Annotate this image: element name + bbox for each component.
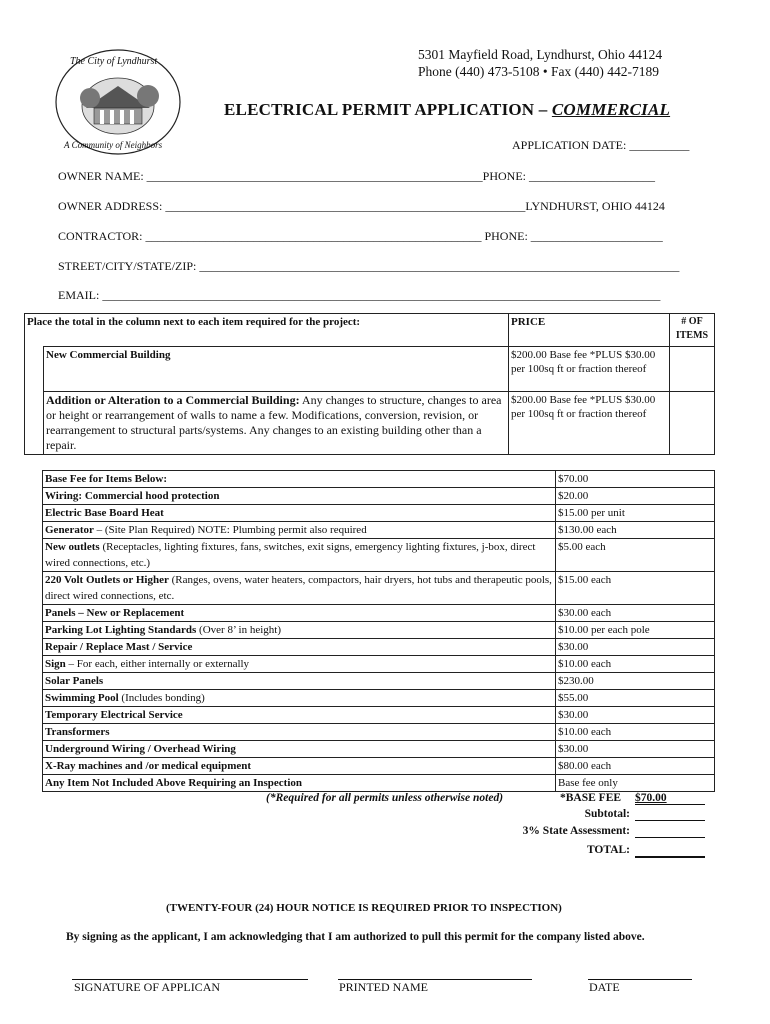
item-price: $70.00 bbox=[556, 471, 715, 488]
item-name: Temporary Electrical Service bbox=[45, 709, 183, 721]
table-row bbox=[43, 656, 715, 673]
header-price: PRICE bbox=[509, 314, 670, 347]
qty-new-building[interactable] bbox=[670, 347, 715, 392]
street-city-state-zip-field[interactable]: STREET/CITY/STATE/ZIP: ________________________________________________________________________________ bbox=[58, 259, 680, 273]
item-description bbox=[43, 505, 556, 522]
base-fee-value: $70.00 bbox=[635, 792, 705, 805]
page-title bbox=[224, 100, 670, 120]
item-price: $20.00 bbox=[556, 488, 715, 505]
state-assessment-line[interactable] bbox=[635, 837, 705, 838]
item-description bbox=[43, 639, 556, 656]
item-description bbox=[43, 572, 556, 605]
item-detail: (Ranges, ovens, water heaters, compactors, hair dryers, hot tubs and therapeutic pools, direct wired connections, etc. bbox=[45, 574, 552, 602]
inspection-notice: (TWENTY-FOUR (24) HOUR NOTICE IS REQUIRED PRIOR TO INSPECTION) bbox=[166, 902, 562, 914]
item-detail: (Receptacles, lighting fixtures, fans, switches, exit signs, emergency lighting fixtures, j-box, direct wired connections, etc.) bbox=[45, 541, 536, 569]
item-price: $10.00 per each pole bbox=[556, 622, 715, 639]
item-name: Generator bbox=[45, 524, 94, 536]
table-row bbox=[43, 673, 715, 690]
svg-text:The City of Lyndhurst: The City of Lyndhurst bbox=[70, 56, 158, 67]
item-name: Swimming Pool bbox=[45, 692, 119, 704]
item-description bbox=[43, 605, 556, 622]
item-price: $15.00 each bbox=[556, 572, 715, 605]
qty-addition[interactable] bbox=[670, 392, 715, 455]
acknowledgement-text: By signing as the applicant, I am acknowledging that I am authorized to pull this permit for the company listed above. bbox=[66, 931, 645, 943]
item-name: Base Fee for Items Below: bbox=[45, 473, 167, 485]
owner-address-field[interactable]: OWNER ADDRESS: ____________________________________________________________LYNDHURST, OHIO 44124 bbox=[58, 199, 665, 213]
table-row bbox=[43, 741, 715, 758]
table-row bbox=[43, 605, 715, 622]
item-name: Solar Panels bbox=[45, 675, 104, 687]
header-item: Place the total in the column next to each item required for the project: bbox=[25, 314, 509, 347]
item-price: $230.00 bbox=[556, 673, 715, 690]
table-row bbox=[43, 505, 715, 522]
item-name: Panels – New or Replacement bbox=[45, 607, 185, 619]
item-price: $5.00 each bbox=[556, 539, 715, 572]
subtotal-label: Subtotal: bbox=[584, 808, 630, 820]
application-date-field[interactable]: APPLICATION DATE: __________ bbox=[512, 138, 690, 152]
item-name: Underground Wiring / Overhead Wiring bbox=[45, 743, 236, 755]
item-price: $30.00 bbox=[556, 639, 715, 656]
table-row bbox=[25, 392, 715, 455]
item-name: Repair / Replace Mast / Service bbox=[45, 641, 193, 653]
item-name: Transformers bbox=[45, 726, 110, 738]
item-price: $30.00 each bbox=[556, 605, 715, 622]
addition-desc: Any changes to structure, changes to area or height or rearrangement of walls to name a few. Modifications, conversion, revision, or rearrangement to structural parts/systems. Any changes to an existing building other than a repair. bbox=[46, 393, 502, 452]
total-line[interactable] bbox=[635, 856, 705, 858]
city-address bbox=[418, 46, 662, 80]
item-price: $130.00 each bbox=[556, 522, 715, 539]
table-row bbox=[43, 690, 715, 707]
row-addition-alteration bbox=[44, 392, 509, 455]
item-price: $15.00 per unit bbox=[556, 505, 715, 522]
table-row bbox=[43, 471, 715, 488]
item-price: $10.00 each bbox=[556, 724, 715, 741]
table-header-row bbox=[25, 314, 715, 347]
table-row bbox=[43, 639, 715, 656]
item-detail: (Over 8’ in height) bbox=[196, 624, 282, 636]
address-line-1: 5301 Mayfield Road, Lyndhurst, Ohio 44124 bbox=[418, 47, 663, 62]
item-name: Sign bbox=[45, 658, 66, 670]
subtotal-line[interactable] bbox=[635, 820, 705, 821]
item-description bbox=[43, 724, 556, 741]
item-name: Parking Lot Lighting Standards bbox=[45, 624, 197, 636]
printed-name-label: PRINTED NAME bbox=[339, 980, 428, 994]
date-label: DATE bbox=[589, 980, 620, 994]
item-price: Base fee only bbox=[556, 775, 715, 792]
row-new-building: New Commercial Building bbox=[44, 347, 509, 392]
required-note: (*Required for all permits unless otherwise noted) bbox=[266, 792, 504, 804]
items-table bbox=[42, 470, 715, 792]
table-row bbox=[43, 539, 715, 572]
item-description bbox=[43, 539, 556, 572]
table-row bbox=[43, 622, 715, 639]
item-price: $30.00 bbox=[556, 707, 715, 724]
item-price: $80.00 each bbox=[556, 758, 715, 775]
address-line-2: Phone (440) 473-5108 • Fax (440) 442-7189 bbox=[418, 64, 659, 79]
item-description bbox=[43, 673, 556, 690]
item-description bbox=[43, 471, 556, 488]
item-detail: (Includes bonding) bbox=[118, 692, 205, 704]
item-description bbox=[43, 522, 556, 539]
title-main: ELECTRICAL PERMIT APPLICATION – bbox=[224, 100, 552, 119]
item-description bbox=[43, 690, 556, 707]
item-detail: – For each, either internally or externally bbox=[65, 658, 250, 670]
item-name: Wiring: Commercial hood protection bbox=[45, 490, 220, 502]
indent-cell bbox=[25, 392, 44, 455]
table-row bbox=[43, 522, 715, 539]
header-qty: # OF ITEMS bbox=[670, 314, 715, 347]
item-price: $10.00 each bbox=[556, 656, 715, 673]
item-description bbox=[43, 656, 556, 673]
item-description bbox=[43, 775, 556, 792]
addition-bold: Addition or Alteration to a Commercial Building: bbox=[46, 393, 300, 407]
owner-name-field[interactable]: OWNER NAME: ________________________________________________________PHONE: _____________________ bbox=[58, 169, 655, 183]
contractor-field[interactable]: CONTRACTOR: ________________________________________________________ PHONE: ______________________ bbox=[58, 229, 663, 243]
table-row bbox=[25, 347, 715, 392]
table-row bbox=[43, 707, 715, 724]
base-fee-label: *BASE FEE bbox=[560, 792, 622, 804]
total-label: TOTAL: bbox=[586, 844, 630, 856]
item-price: $30.00 bbox=[556, 741, 715, 758]
title-emphasis: COMMERCIAL bbox=[551, 100, 671, 119]
item-description bbox=[43, 622, 556, 639]
item-description bbox=[43, 741, 556, 758]
svg-text:A Community of Neighbors: A Community of Neighbors bbox=[64, 140, 163, 150]
table-row bbox=[43, 724, 715, 741]
item-description bbox=[43, 707, 556, 724]
table-row bbox=[43, 758, 715, 775]
price-new-building: $200.00 Base fee *PLUS $30.00 per 100sq ft or fraction thereof bbox=[509, 347, 670, 392]
item-description bbox=[43, 758, 556, 775]
email-field[interactable]: EMAIL: _____________________________________________________________________________________________ bbox=[58, 288, 661, 302]
table-row bbox=[43, 572, 715, 605]
city-seal-logo bbox=[52, 46, 184, 158]
item-name: 220 Volt Outlets or Higher bbox=[45, 574, 169, 586]
state-assessment-label: 3% State Assessment: bbox=[522, 825, 630, 837]
table-row bbox=[43, 775, 715, 792]
item-description bbox=[43, 488, 556, 505]
signature-label: SIGNATURE OF APPLICAN bbox=[74, 980, 221, 994]
item-name: New outlets bbox=[45, 541, 100, 553]
project-type-table bbox=[24, 313, 715, 455]
item-name: Electric Base Board Heat bbox=[45, 507, 164, 519]
item-name: X-Ray machines and /or medical equipment bbox=[45, 760, 252, 772]
item-price: $55.00 bbox=[556, 690, 715, 707]
item-name: Any Item Not Included Above Requiring an Inspection bbox=[45, 777, 303, 789]
indent-cell bbox=[25, 347, 44, 392]
table-row bbox=[43, 488, 715, 505]
price-addition: $200.00 Base fee *PLUS $30.00 per 100sq ft or fraction thereof bbox=[509, 392, 670, 455]
item-detail: – (Site Plan Required) NOTE: Plumbing permit also required bbox=[93, 524, 367, 536]
